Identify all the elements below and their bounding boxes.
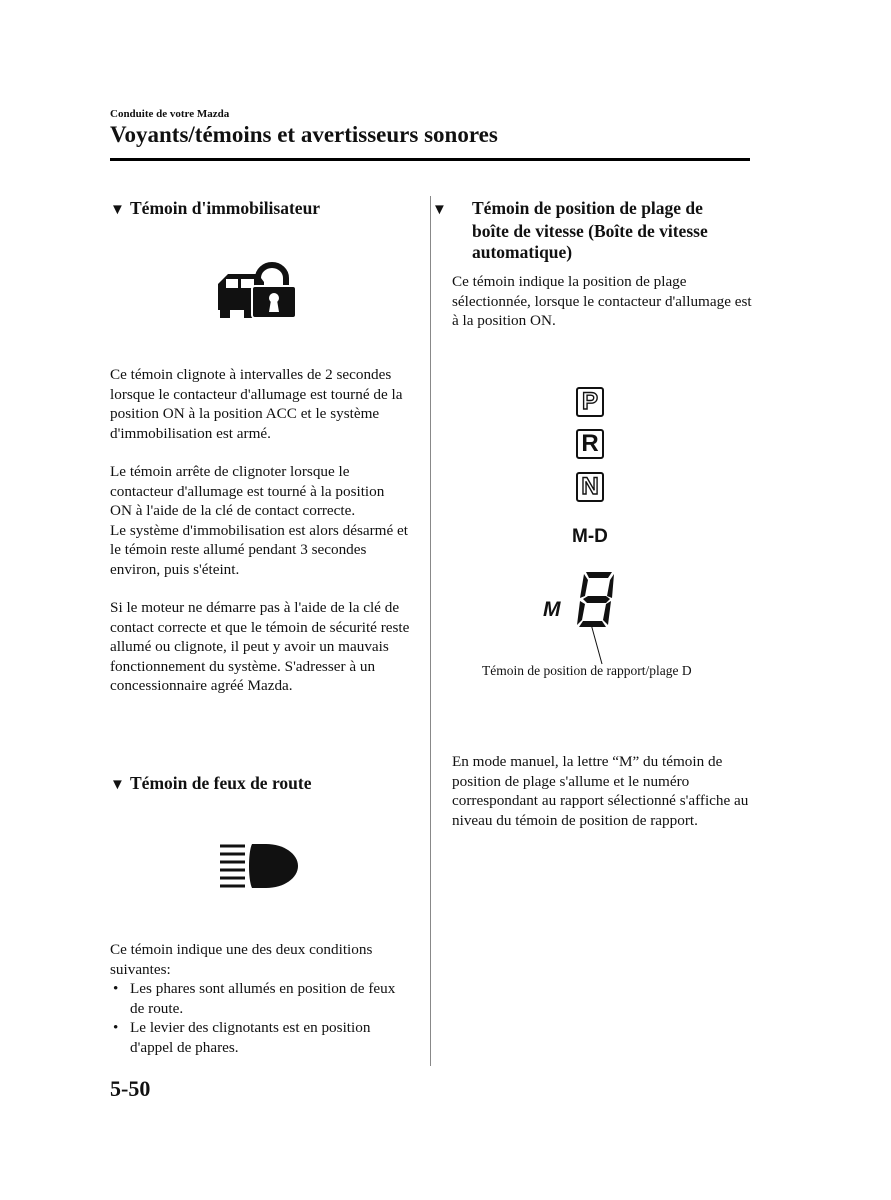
column-divider <box>430 196 431 1066</box>
heading-line: Témoin de position de plage de <box>472 198 703 218</box>
page-number: 5-50 <box>110 1076 151 1101</box>
paragraph: Ce témoin indique une des deux conditions suivantes: <box>110 941 373 978</box>
manual-mode-description: En mode manuel, la lettre “M” du témoin de position de plage s'allume et le numéro correspondant au rapport sélectionné s'affiche au niveau du témoin de position de rapport. <box>452 753 749 829</box>
triangle-marker-icon: ▼ <box>110 202 125 218</box>
gear-p-indicator <box>576 387 604 417</box>
high-beam-description <box>110 940 410 1057</box>
triangle-marker-icon: ▼ <box>432 202 447 218</box>
m-d-label: M-D <box>572 526 608 547</box>
list-item: • Les phares sont allumés en position de feux de route. <box>110 979 410 1018</box>
seven-segment-digit-icon <box>574 570 618 630</box>
paragraph: Si le moteur ne démarre pas à l'aide de la clé de contact correcte et que le témoin de sécurité reste allumé ou clignote, il peut y avoir un mauvais fonctionnement du système. S'adresser à un concessionnaire agréé Mazda. <box>110 599 410 694</box>
triangle-marker-icon: ▼ <box>110 777 125 793</box>
high-beam-heading <box>110 773 311 796</box>
high-beam-heading-text: Témoin de feux de route <box>130 773 312 793</box>
high-beam-conditions-list <box>110 979 410 1057</box>
title-divider <box>110 158 750 161</box>
gear-p-letter: P <box>581 388 598 415</box>
heading-line: automatique) <box>472 242 573 262</box>
immobilizer-heading-text: Témoin d'immobilisateur <box>130 198 321 218</box>
heading-line: boîte de vitesse (Boîte de vitesse <box>472 221 708 241</box>
gear-r-indicator <box>576 429 604 459</box>
gear-n-indicator <box>576 472 604 502</box>
callout-leader-line <box>590 624 606 666</box>
manual-mode-label: M <box>543 598 561 621</box>
immobilizer-description <box>110 365 410 696</box>
paragraph: Ce témoin clignote à intervalles de 2 secondes lorsque le contacteur d'allumage est tourné de la position ON à la position ACC et le système d'immobilisation est armé. <box>110 366 403 442</box>
paragraph: Le témoin arrête de clignoter lorsque le contacteur d'allumage est tourné à la position ON à l'aide de la clé de contact correcte. <box>110 463 385 519</box>
list-item: • Le levier des clignotants est en position d'appel de phares. <box>110 1018 410 1057</box>
gear-r-letter: R <box>581 430 599 457</box>
page-title: Voyants/témoins et avertisseurs sonores <box>110 122 498 147</box>
section-label: Conduite de votre Mazda <box>110 108 230 120</box>
immobilizer-heading <box>110 198 320 221</box>
gear-range-intro: Ce témoin indique la position de plage sélectionnée, lorsque le contacteur d'allumage est à la position ON. <box>452 273 752 329</box>
car-padlock-icon <box>214 262 300 320</box>
gear-position-caption: Témoin de position de rapport/plage D <box>482 663 692 678</box>
high-beam-icon <box>218 842 300 890</box>
paragraph: Le système d'immobilisation est alors désarmé et le témoin reste allumé pendant 3 secondes environ, puis s'éteint. <box>110 521 408 578</box>
gear-range-heading <box>432 198 782 263</box>
gear-n-letter: N <box>581 473 599 500</box>
